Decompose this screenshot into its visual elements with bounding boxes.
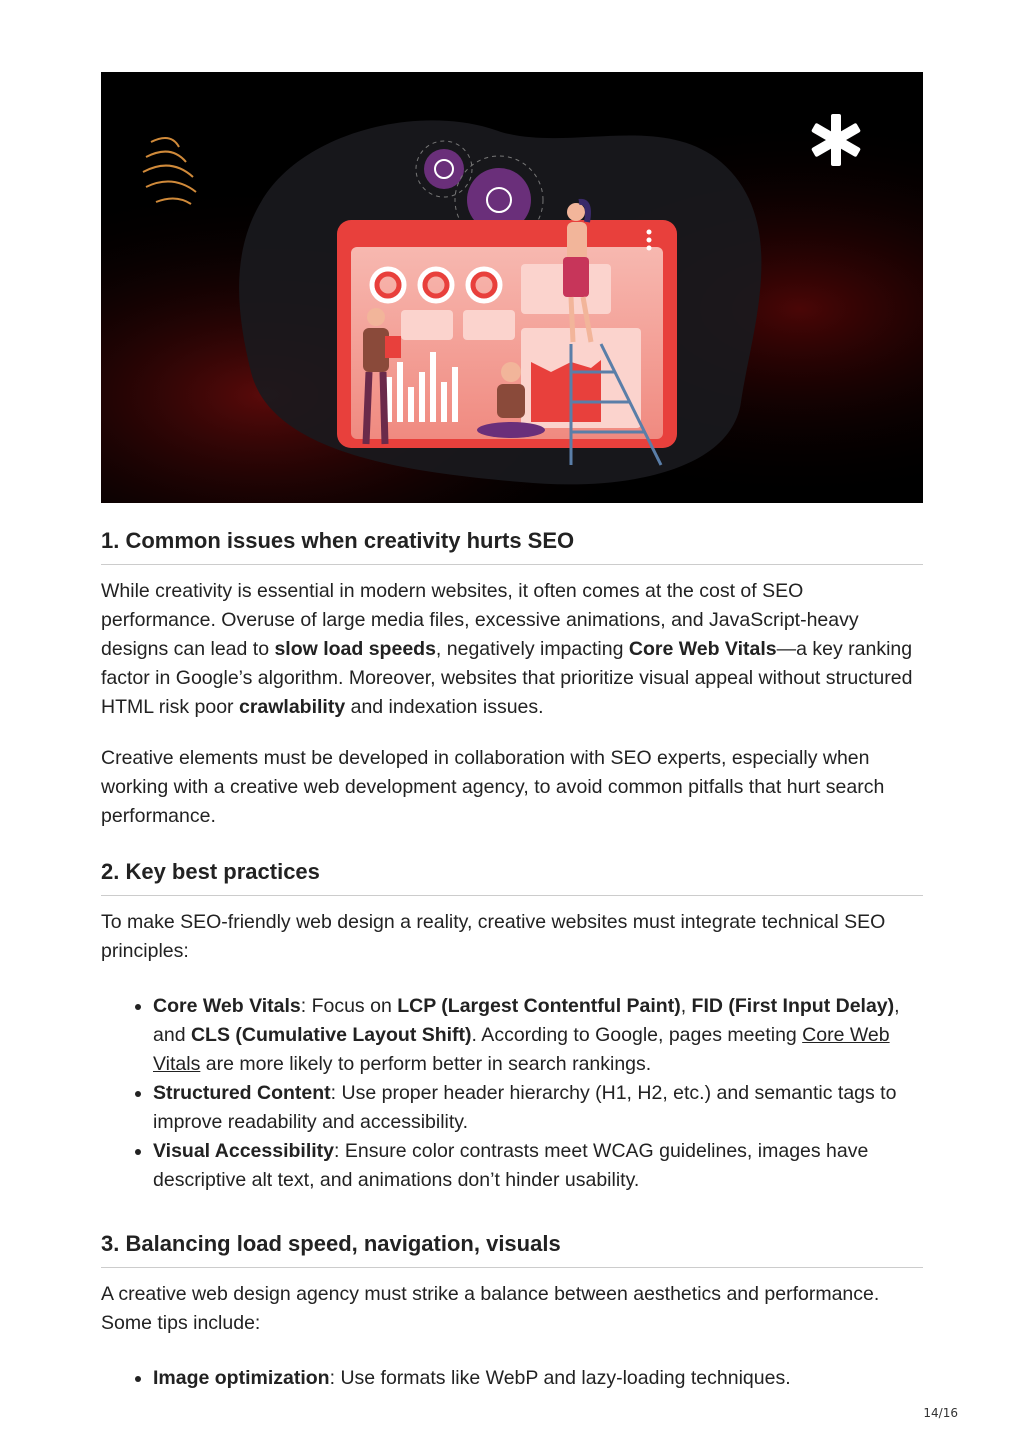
bold-text: LCP (Largest Contentful Paint) bbox=[397, 995, 681, 1017]
text: are more likely to perform better in search rankings. bbox=[200, 1053, 652, 1075]
list-item bbox=[153, 1137, 923, 1195]
text: While creativity is essential in modern websites, it often comes at the cost of SEO performance. Overuse of large media files, excessive animations, and JavaScript-heavy designs can lead to bbox=[101, 580, 859, 660]
bold-text: Core Web Vitals bbox=[628, 638, 777, 660]
bold-text: slow load speeds bbox=[274, 638, 436, 660]
hero-image bbox=[101, 72, 923, 503]
section1-paragraph-2: Creative elements must be developed in collaboration with SEO experts, especially when working with a creative web development agency, to avoid common pitfalls that hurt search performance. bbox=[101, 747, 885, 827]
bold-text: FID (First Input Delay) bbox=[691, 995, 895, 1017]
text: and indexation issues. bbox=[345, 696, 544, 718]
section1-paragraph-1 bbox=[101, 577, 923, 722]
core-web-vitals-link[interactable]: Core Web Vitals bbox=[153, 1024, 890, 1075]
list-item bbox=[153, 1364, 923, 1393]
section-heading-best-practices: 2. Key best practices bbox=[101, 853, 923, 896]
list-item bbox=[153, 992, 923, 1079]
section2-intro: To make SEO-friendly web design a reality, creative websites must integrate technical SEO principles: bbox=[101, 911, 886, 962]
section3-intro: A creative web design agency must strike a balance between aesthetics and performance. Some tips include: bbox=[101, 1283, 880, 1334]
text: , negatively impacting bbox=[435, 638, 629, 660]
page-number: 14/16 bbox=[923, 1406, 958, 1420]
text: , and bbox=[153, 995, 900, 1046]
seo-team-illustration-icon bbox=[101, 72, 923, 503]
section-heading-balancing: 3. Balancing load speed, navigation, visuals bbox=[101, 1225, 923, 1268]
bold-text: Visual Accessibility bbox=[153, 1140, 335, 1162]
text: : Focus on bbox=[300, 995, 398, 1017]
bold-text: Structured Content bbox=[153, 1082, 331, 1104]
text: —a key ranking factor in Google’s algorithm. Moreover, websites that prioritize visual appeal without structured HTML risk poor bbox=[101, 638, 913, 718]
list-item bbox=[153, 1079, 923, 1137]
bold-text: Core Web Vitals bbox=[153, 995, 301, 1017]
text: , bbox=[680, 995, 692, 1017]
text: : Use formats like WebP and lazy-loading techniques. bbox=[329, 1367, 791, 1389]
article-content bbox=[101, 522, 923, 1423]
text: : Use proper header hierarchy (H1, H2, etc.) and semantic tags to improve readability and accessibility. bbox=[153, 1082, 897, 1133]
section-heading-common-issues: 1. Common issues when creativity hurts SEO bbox=[101, 522, 923, 565]
best-practices-list bbox=[101, 992, 923, 1195]
text: . According to Google, pages meeting bbox=[471, 1024, 803, 1046]
tips-list bbox=[101, 1364, 923, 1393]
bold-text: CLS (Cumulative Layout Shift) bbox=[190, 1024, 472, 1046]
bold-text: Image optimization bbox=[153, 1367, 330, 1389]
bold-text: crawlability bbox=[238, 696, 346, 718]
text: : Ensure color contrasts meet WCAG guidelines, images have descriptive alt text, and animations don’t hinder usability. bbox=[153, 1140, 869, 1191]
